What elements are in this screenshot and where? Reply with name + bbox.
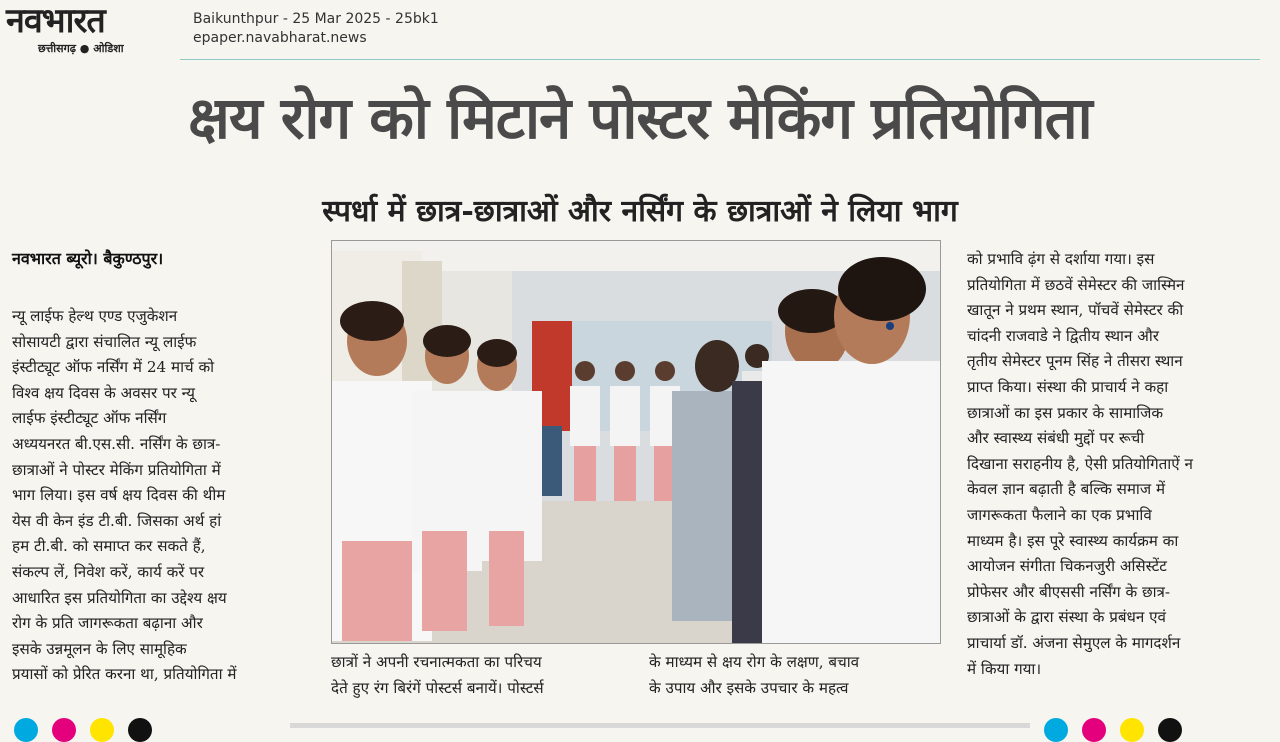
article-text-line: येस वी केन इंड टी.बी. जिसका अर्थ हां (12, 511, 222, 530)
article-text-line: प्रयासों को प्रेरित करना था, प्रतियोगिता में (12, 665, 237, 684)
epaper-link[interactable]: epaper.navabharat.news (193, 30, 367, 46)
masthead (0, 0, 1280, 60)
article-text-line: हम टी.बी. को समाप्त कर सकते हैं, (12, 537, 206, 556)
article-text-line: विश्व क्षय दिवस के अवसर पर न्यू (12, 383, 195, 402)
article-text-line: रोग के प्रति जागरूकता बढ़ाना और (12, 614, 203, 633)
registration-dot-black-right (1158, 718, 1182, 742)
article-text-line: को प्रभावि ढ़ंग से दर्शाया गया। इस (967, 250, 1155, 268)
masthead-divider (180, 59, 1260, 60)
article-text-line: छात्रों ने अपनी रचनात्मकता का परिचय (331, 653, 542, 671)
article-headline: क्षय रोग को मिटाने पोस्टर मेकिंग प्रतियोगिता (188, 84, 1092, 152)
article-text-line: केवल ज्ञान बढ़ाती है बल्कि समाज में (967, 480, 1166, 499)
article-text-line: माध्यम है। इस पूरे स्वास्थ्य कार्यक्रम का (967, 531, 1179, 550)
article-text-line: प्राचार्या डॉ. अंजना सेमुएल के मागदर्शन (967, 633, 1181, 652)
article-text-line: देते हुए रंग बिरंगें पोस्टर्स बनायें। पोस्टर्स (331, 678, 544, 697)
article-text-line: छात्राओं ने पोस्टर मेकिंग प्रतियोगिता में (12, 460, 221, 479)
registration-dot-black (128, 718, 152, 742)
article-text-line: और स्वास्थ्य संबंधी मुद्दों पर रूची (967, 429, 1145, 448)
newspaper-logo[interactable] (6, 2, 178, 58)
article-subheadline: स्पर्धा में छात्र-छात्राओं और नर्सिंग के छात्राओं ने लिया भाग (322, 194, 958, 229)
article-byline: नवभारत ब्यूरो। बैकुण्ठपुर। (12, 249, 164, 268)
registration-dot-yellow-right (1120, 718, 1144, 742)
article-text-line: न्यू लाईफ हेल्थ एण्ड एजुकेशन (12, 307, 178, 325)
article-column-3 (649, 650, 943, 701)
article-column-4 (967, 247, 1260, 682)
registration-dot-magenta (52, 718, 76, 742)
article-text-line: जागरूकता फैलाने का एक प्रभावि (967, 505, 1152, 524)
article-text-line: भाग लिया। इस वर्ष क्षय दिवस की थीम (12, 486, 226, 505)
registration-dot-magenta-right (1082, 718, 1106, 742)
article-text-line: प्रतियोगिता में छठवें सेमेस्टर की जास्मिन (967, 275, 1185, 294)
article-text-line: के उपाय और इसके उपचार के महत्व (649, 678, 849, 697)
article-text-line: चांदनी राजवाडे ने द्वितीय स्थान और (967, 326, 1159, 345)
article-text-line: लाईफ इंस्टीट्यूट ऑफ नर्सिंग (12, 409, 167, 428)
article-text-line: के माध्यम से क्षय रोग के लक्षण, बचाव (649, 653, 860, 671)
article-text-line: में किया गया। (967, 659, 1042, 678)
article-text-line: अध्ययनरत बी.एस.सी. नर्सिंग के छात्र- (12, 434, 221, 453)
bottom-strip (290, 723, 1030, 728)
article-photo (331, 240, 941, 644)
article-text-line: खातून ने प्रथम स्थान, पॉचवें सेमेस्टर की (967, 301, 1184, 320)
article-text-line: आधारित इस प्रतियोगिता का उद्देश्य क्षय (12, 588, 227, 607)
article-text-line: प्रोफेसर और बीएससी नर्सिंग के छात्र- (967, 582, 1171, 601)
edition-info: Baikunthpur - 25 Mar 2025 - 25bk1 (193, 11, 439, 27)
article-text-line: दिखाना सराहनीय है, ऐसी प्रतियोगिताऐं न (967, 454, 1193, 473)
registration-dot-yellow (90, 718, 114, 742)
registration-dot-cyan (14, 718, 38, 742)
article-text-line: आयोजन संगीता चिकनजुरी असिस्टेंट (967, 557, 1167, 576)
article-column-1 (12, 304, 303, 688)
registration-dot-cyan-right (1044, 718, 1068, 742)
logo-tagline: छत्तीसगढ़ ● ओडिशा (38, 42, 124, 55)
article-text-line: छात्राओं के द्वारा संस्था के प्रबंधन एवं (967, 608, 1166, 627)
article-text-line: प्राप्त किया। संस्था की प्राचार्य ने कहा (967, 377, 1169, 396)
logo-wordmark: नवभारत (6, 1, 105, 41)
article-column-2 (331, 650, 627, 701)
article-text-line: इंस्टीट्यूट ऑफ नर्सिंग में 24 मार्च को (12, 358, 215, 377)
article-text-line: तृतीय सेमेस्टर पूनम सिंह ने तीसरा स्थान (967, 352, 1183, 371)
article-text-line: इसके उन्नमूलन के लिए सामूहिक (12, 639, 187, 658)
article-text-line: छात्राओं का इस प्रकार के सामाजिक (967, 403, 1164, 422)
photo-illustration (332, 241, 940, 643)
article-text-line: सोसायटी द्वारा संचालित न्यू लाईफ (12, 332, 197, 351)
article-text-line: संकल्प लें, निवेश करें, कार्य करें पर (12, 562, 205, 581)
